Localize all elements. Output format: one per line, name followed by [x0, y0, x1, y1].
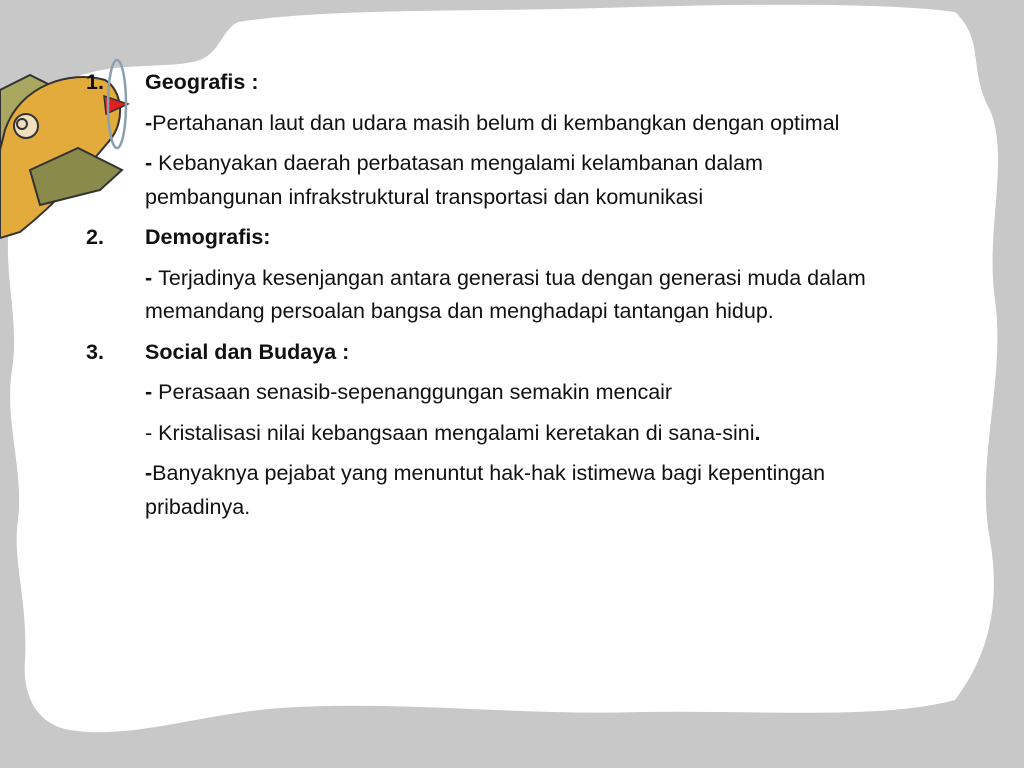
point-dash: -: [145, 110, 153, 135]
item-number: 1.: [86, 70, 104, 94]
point-dash: -: [145, 265, 159, 290]
point: [145, 457, 866, 524]
point-text: Pertahanan laut dan udara masih belum di kembangkan dengan optimal: [152, 110, 840, 135]
item-heading: [86, 221, 866, 255]
point-dash: -: [145, 461, 153, 485]
item-heading-text: Social dan Budaya :: [145, 339, 350, 364]
point-text: Banyaknya pejabat yang menuntut hak-hak istimewa bagi kepentingan pribadinya.: [145, 461, 826, 519]
point: [145, 147, 866, 214]
item-number: 3.: [86, 339, 104, 364]
point: [145, 417, 866, 451]
item-number: 2.: [86, 225, 104, 249]
point-text: Terjadinya kesenjangan antara generasi tua dengan generasi muda dalam memandang persoalan bangsa dan menghadapi tantangan hidup.: [145, 265, 866, 323]
list-item-geografis: [86, 66, 866, 214]
point-text: Perasaan senasib-sepenanggungan semakin mencair: [158, 380, 673, 404]
point-text: - Kristalisasi nilai kebangsaan mengalami keretakan di sana-sini: [145, 420, 755, 445]
item-heading-text: Demografis:: [145, 225, 271, 249]
list-item-social-budaya: [86, 336, 866, 525]
point-dash: -: [145, 380, 159, 404]
point-text: Kebanyakan daerah perbatasan mengalami kelambanan dalam pembangunan infrakstruktural transportasi dan komunikasi: [145, 151, 763, 209]
item-heading-text: Geografis :: [145, 70, 259, 94]
point-dash: -: [145, 151, 159, 175]
point: [145, 107, 866, 141]
point-end: .: [754, 420, 761, 445]
point: [145, 376, 866, 410]
list-item-demografis: [86, 221, 866, 329]
slide-content: [86, 66, 866, 531]
item-heading: [86, 66, 866, 100]
item-heading: [86, 336, 866, 370]
point: [145, 262, 866, 329]
